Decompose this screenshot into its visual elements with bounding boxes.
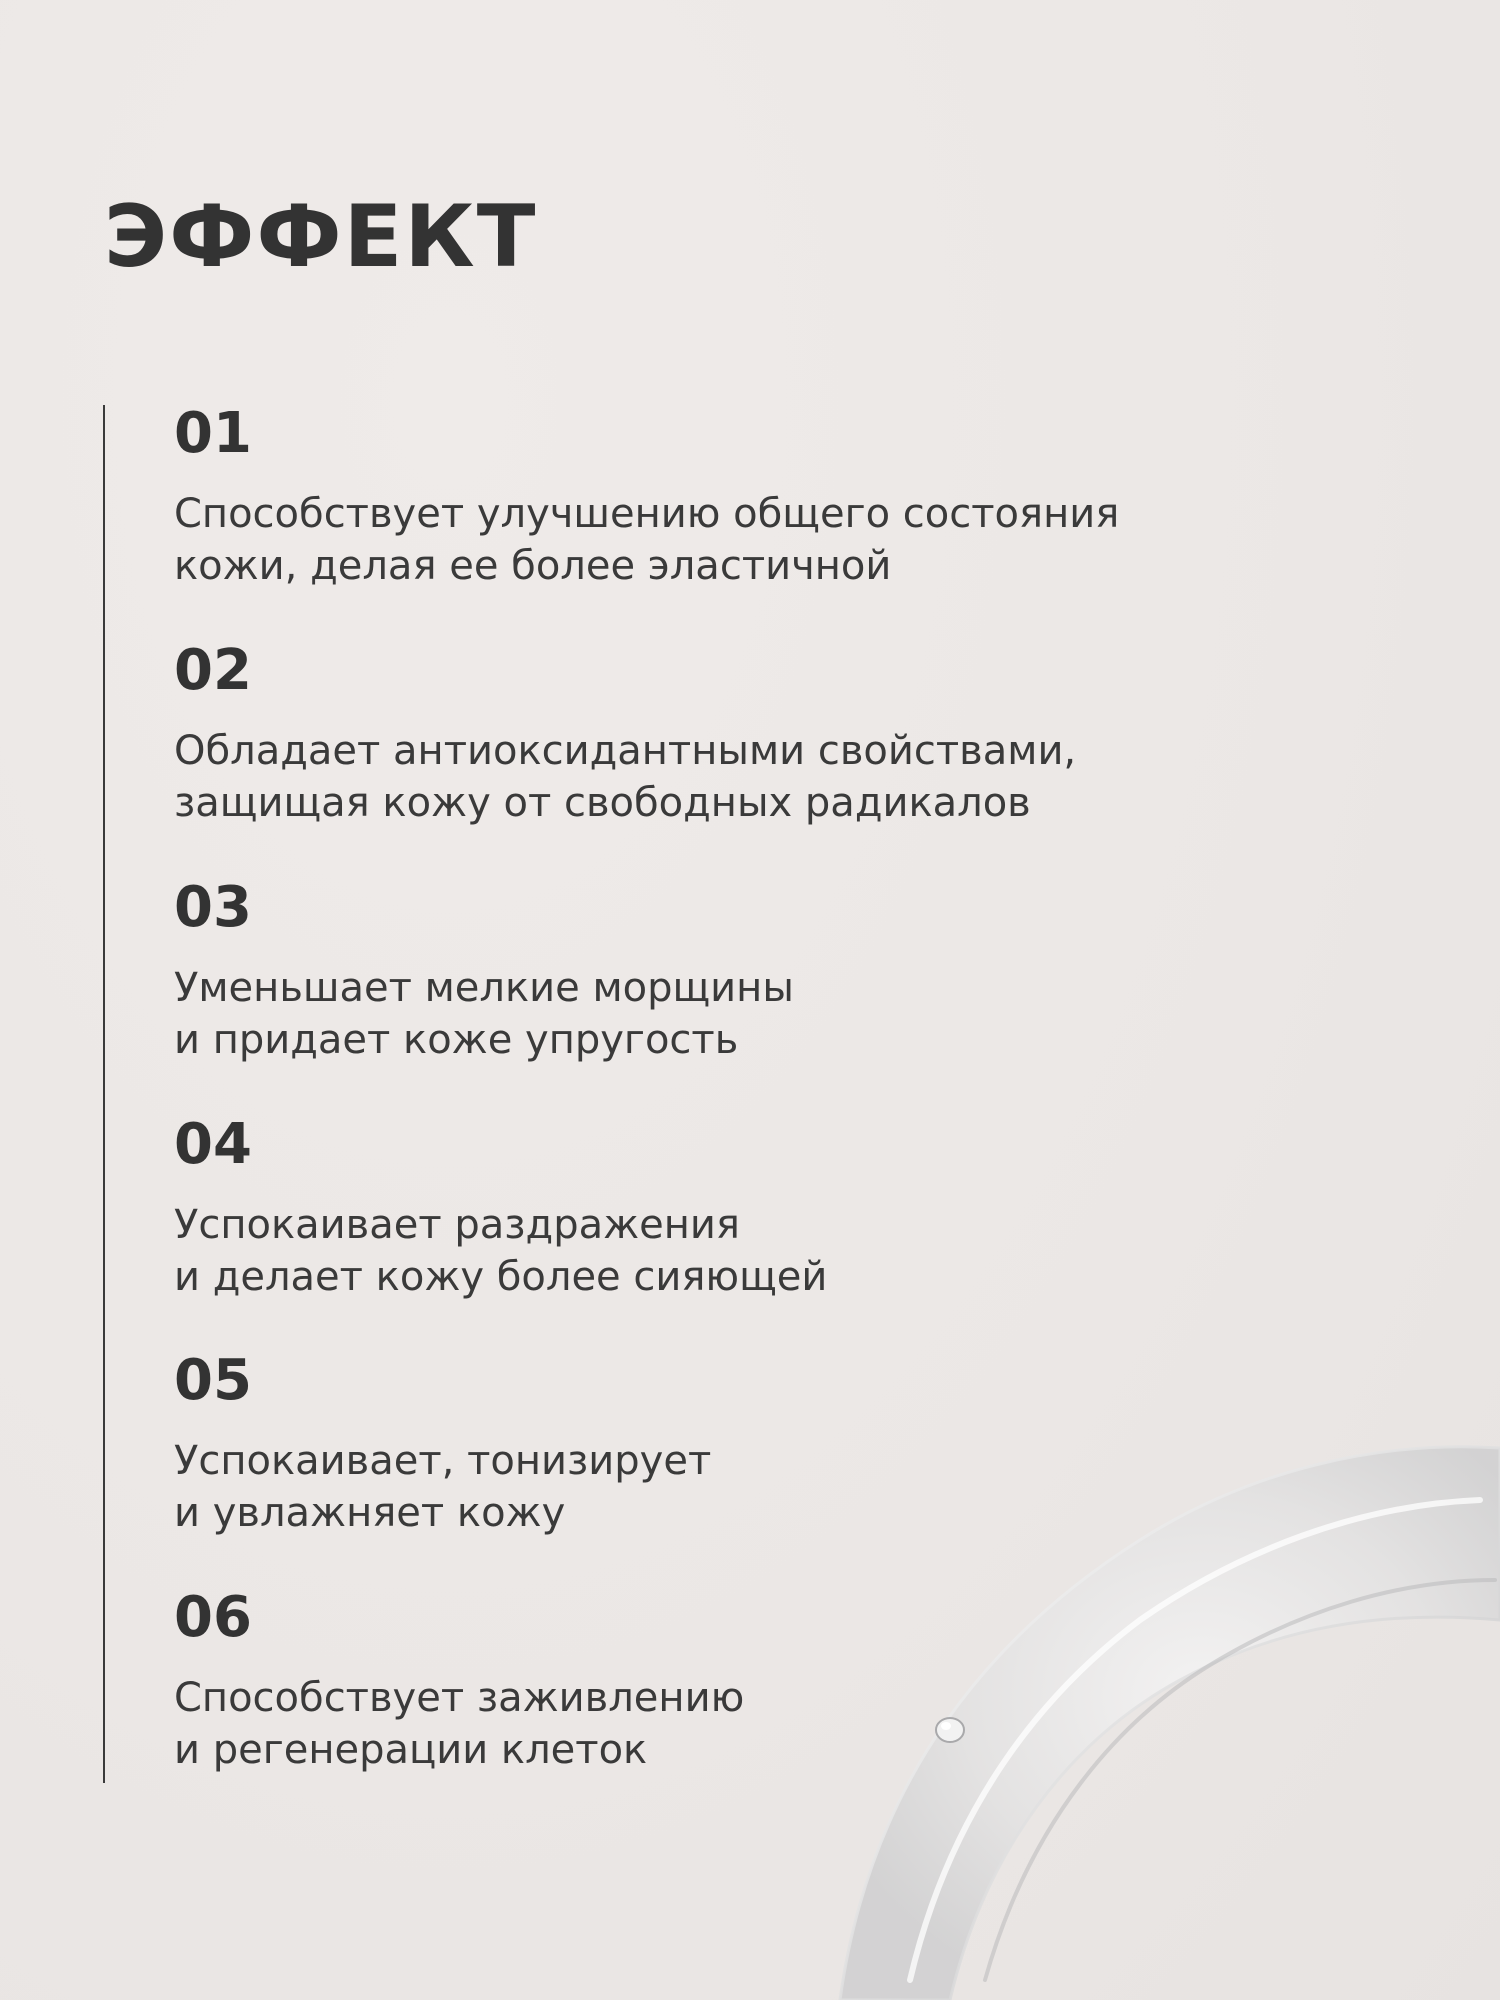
effect-text-line: и делает кожу более сияющей xyxy=(174,1254,828,1300)
effect-number: 06 xyxy=(174,1585,252,1650)
effect-item-02 xyxy=(174,638,1324,829)
effect-item-04 xyxy=(174,1112,1324,1303)
effect-text-line: и придает коже упругость xyxy=(174,1017,739,1063)
effect-item-01 xyxy=(174,401,1324,592)
effect-number: 03 xyxy=(174,875,252,940)
effect-text-line: Обладает антиоксидантными свойствами, xyxy=(174,728,1077,774)
vertical-divider xyxy=(103,405,105,1783)
effect-text-line: Способствует заживлению xyxy=(174,1675,745,1721)
effect-text-line: защищая кожу от свободных радикалов xyxy=(174,780,1031,826)
effect-text-line: Уменьшает мелкие морщины xyxy=(174,965,794,1011)
effect-number: 05 xyxy=(174,1348,252,1413)
gel-swirl-image xyxy=(780,1380,1500,2000)
effect-number: 04 xyxy=(174,1112,252,1177)
page-title: ЭФФЕКТ xyxy=(104,187,538,287)
effect-text-line: Успокаивает, тонизирует xyxy=(174,1438,712,1484)
gel-bubble xyxy=(936,1718,964,1742)
effect-text-line: Успокаивает раздражения xyxy=(174,1202,740,1248)
effect-number: 01 xyxy=(174,401,252,466)
effect-text-line: и регенерации клеток xyxy=(174,1727,648,1773)
effect-text-line: кожи, делая ее более эластичной xyxy=(174,543,892,589)
effect-text-line: и увлажняет кожу xyxy=(174,1490,566,1536)
effect-item-03 xyxy=(174,875,1324,1066)
effect-text-line: Способствует улучшению общего состояния xyxy=(174,491,1120,537)
gel-bubble-shine xyxy=(941,1722,951,1730)
effect-number: 02 xyxy=(174,638,252,703)
